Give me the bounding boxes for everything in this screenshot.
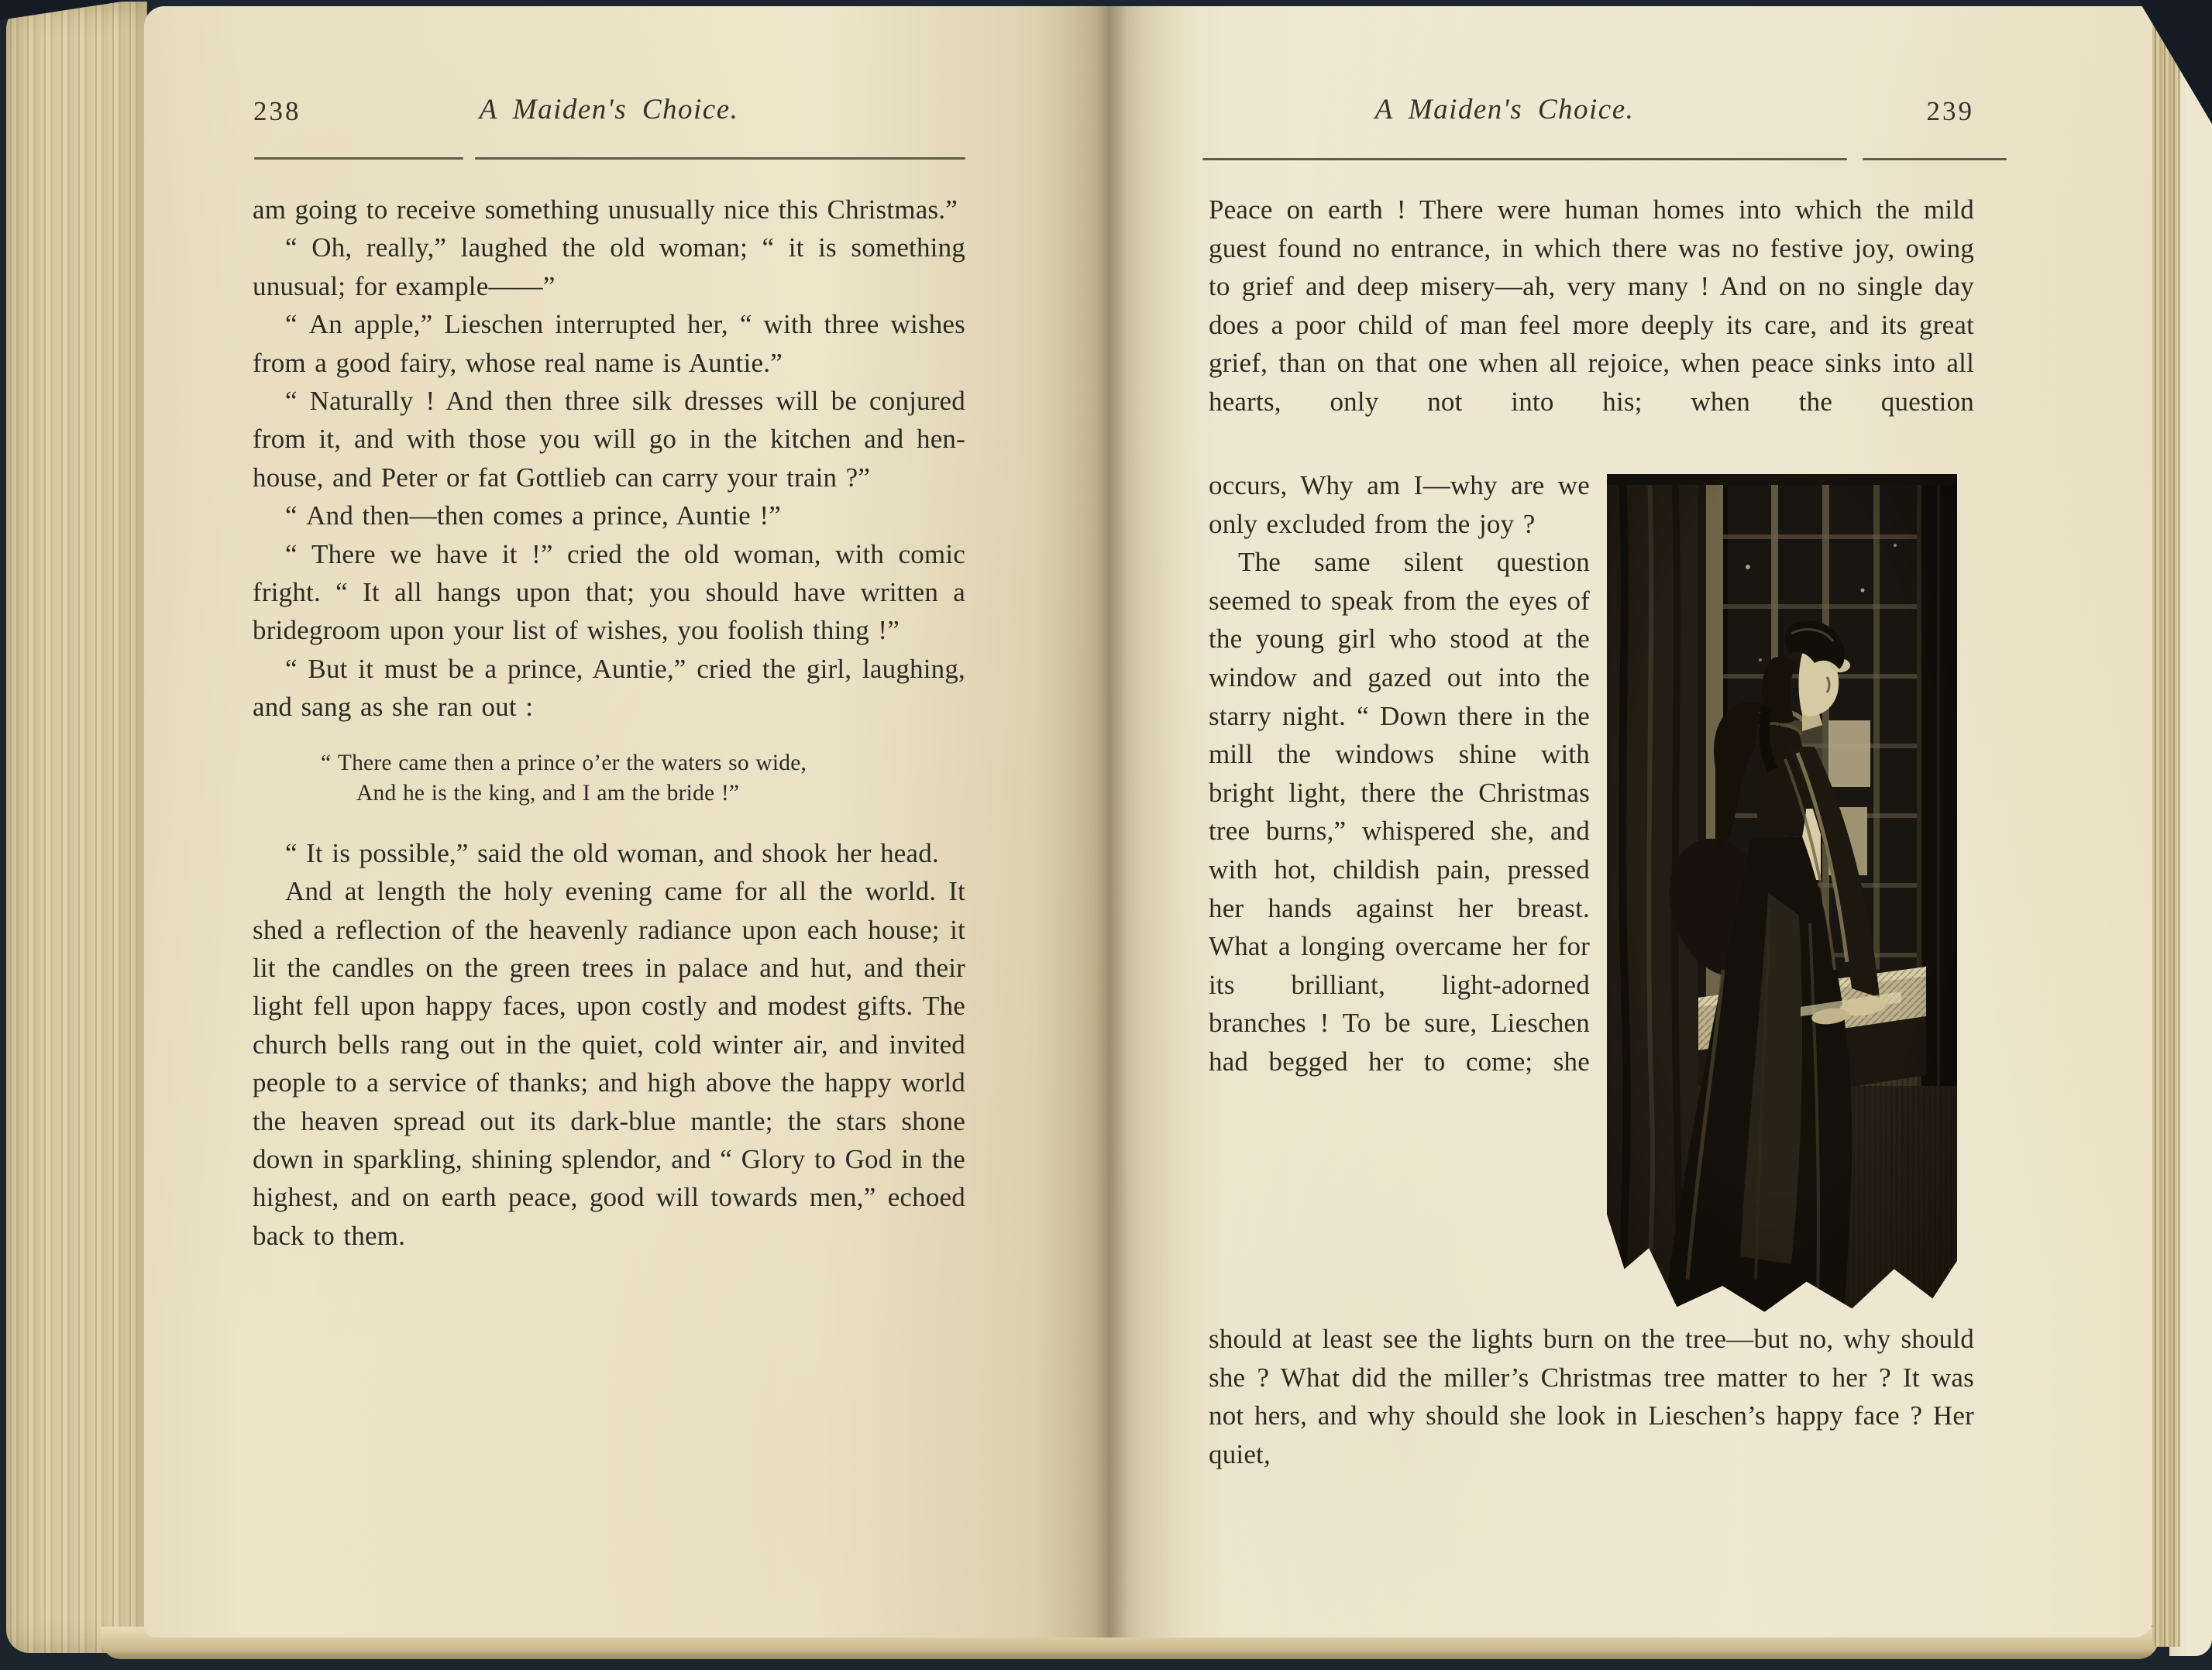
paragraph: “ It is possible,” said the old woman, and shook her head.	[285, 837, 939, 868]
header-rule	[1863, 158, 2007, 160]
paragraph: occurs, Why am I—why are we only excluded from the joy ?	[1209, 470, 1590, 539]
page-number-left: 238	[253, 96, 301, 126]
page-edges-right	[2152, 3, 2180, 1647]
right-page-text-bottom	[1209, 1320, 1974, 1473]
paragraph: “ But it must be a prince, Auntie,” cried the girl, laughing, and sang as she ran out :	[253, 653, 965, 723]
paragraph: “ Naturally ! And then three silk dresses will be conjured from it, and with those you will go in the kitchen and hen-house, and Peter or fat Gottlieb can carry your train ?”	[253, 386, 965, 493]
paragraph: should at least see the lights burn on the tree—but no, why should she ? What did the miller’s Christmas tree matter to her ? It was not hers, and why should she look in Lieschen’s happy face ? Her quiet,	[1209, 1324, 1974, 1469]
page-edges-left	[6, 2, 147, 1653]
paragraph: “ There we have it !” cried the old woman, with comic fright. “ It all hangs upon that; you should have written a bridegroom upon your list of wishes, you foolish thing !”	[253, 538, 965, 646]
left-page	[144, 6, 1109, 1637]
paragraph: “ Oh, really,” laughed the old woman; “ it is something unusual; for example——”	[253, 232, 965, 301]
paragraph: The same silent question seemed to speak from the eyes of the young girl who stood at the window and gazed out into the starry night. “ Down there in the mill the windows shine with bright light, there the Christmas tree burns,” whispered she, and with hot, childish pain, pressed her hands against her breast. What a longing overcame her for its brilliant, light-adorned branches ! To be sure, Lieschen had begged her to come; she	[1209, 547, 1590, 1077]
right-page-text-top	[1209, 191, 1974, 421]
paragraph: “ An apple,” Lieschen interrupted her, “ with three wishes from a good fairy, whose real name is Auntie.”	[253, 309, 965, 378]
header-rule	[254, 157, 463, 160]
paragraph: am going to receive something unusually nice this Christmas.”	[253, 194, 958, 225]
paragraph: “ And then—then comes a prince, Auntie !”	[285, 500, 781, 531]
verse-line: “ There came then a prince o’er the waters so wide,	[321, 750, 807, 775]
right-page	[1109, 6, 2154, 1637]
verse	[321, 748, 965, 809]
header-rule	[1202, 158, 1847, 160]
header-rule	[475, 157, 965, 160]
engraving-graphic	[1607, 474, 1957, 1315]
paragraph: And at length the holy evening came for all the world. It shed a reflection of the heavenly radiance upon each house; it lit the candles on the green trees in palace and hut, and their light fell upon happy faces, upon costly and modest gifts. The church bells rang out in the quiet, cold winter air, and invited people to a service of thanks; and high above the happy world the heaven spread out its dark-blue mantle; the stars shone down in sparkling, shining splendor, and “ Glory to God in the highest, and on earth peace, good will towards men,” echoed back to them.	[253, 876, 965, 1251]
running-title-right: A Maiden's Choice.	[1374, 94, 1635, 125]
page-number-right: 239	[1926, 96, 1974, 126]
right-page-text-beside-illustration	[1209, 466, 1590, 1081]
paragraph: Peace on earth ! There were human homes into which the mild guest found no entrance, in which there was no festive joy, owing to grief and deep misery—ah, very many ! And on no single day does a poor child of man feel more deeply its care, and its great grief, than on that one when all rejoice, when peace sinks into all hearts, only not into his; when the question	[1209, 194, 1974, 417]
verse-line: And he is the king, and I am the bride !”	[356, 781, 740, 806]
illustration-girl-at-window	[1607, 474, 1957, 1315]
running-title-left: A Maiden's Choice.	[479, 94, 739, 125]
left-page-text	[253, 191, 965, 1255]
